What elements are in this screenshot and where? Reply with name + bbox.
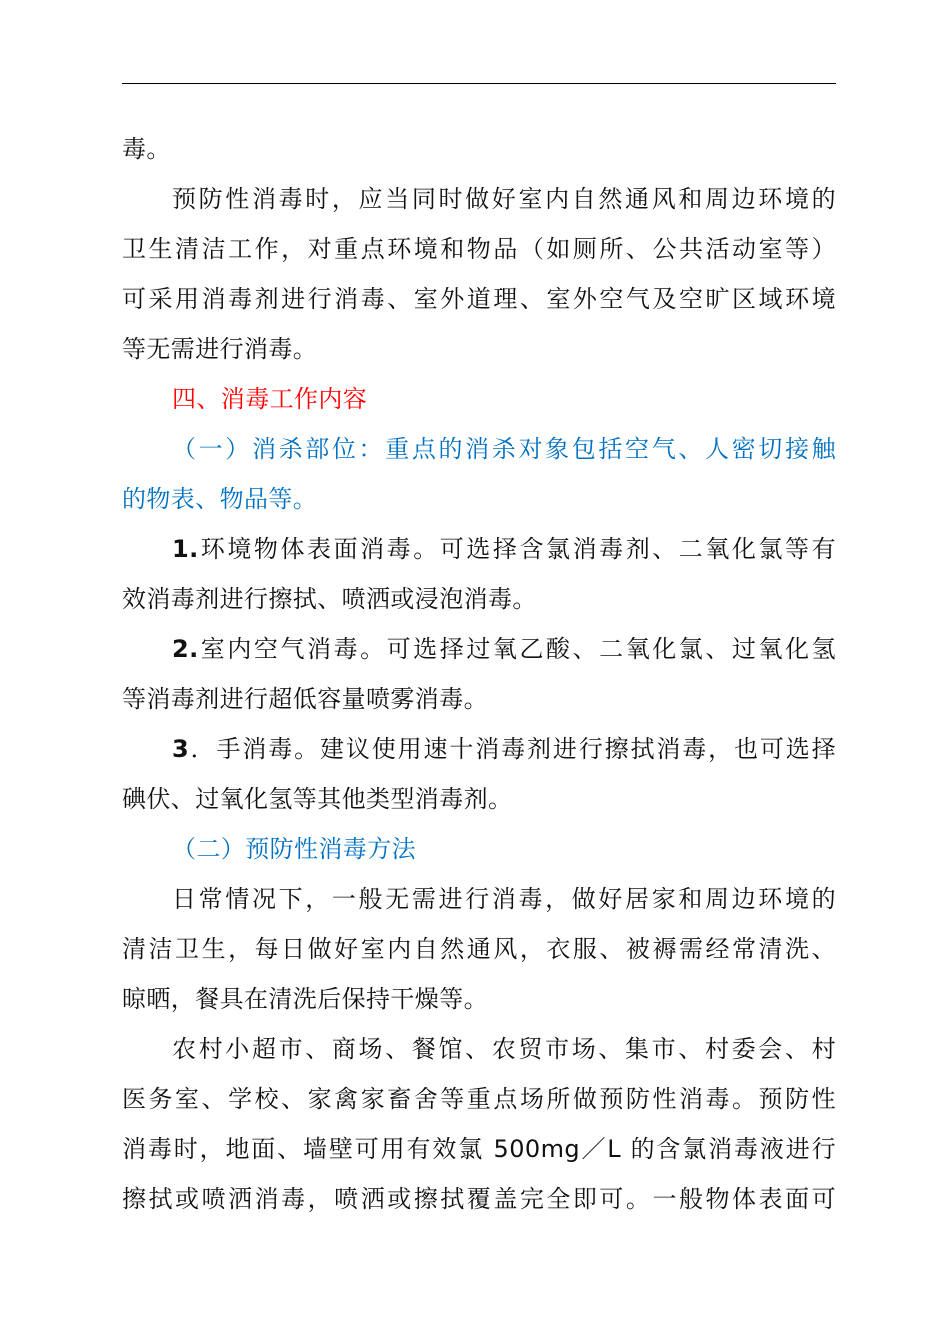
list-number: 1. — [172, 535, 199, 563]
text-line: 擦拭或喷洒消毒，喷洒或擦拭覆盖完全即可。一般物体表面可 — [122, 1185, 836, 1213]
text-line: 等消毒剂进行超低容量喷雾消毒。 — [122, 685, 488, 713]
list-item-1 — [122, 524, 836, 574]
subsection-heading: （二）预防性消毒方法 — [172, 835, 416, 863]
text-line: 医务室、学校、家禽家畜舍等重点场所做预防性消毒。预防性 — [122, 1085, 836, 1113]
text-line: 卫生清洁工作，对重点环境和物品（如厕所、公共活动室等） — [122, 235, 836, 263]
subsection-heading-cont: 的物表、物品等。 — [122, 485, 318, 513]
list-item-2 — [122, 624, 836, 674]
text-line: 可采用消毒剂进行消毒、室外道理、室外空气及空旷区域环境 — [122, 285, 836, 313]
text-line: 毒。 — [122, 135, 171, 163]
list-number: 3 — [172, 735, 190, 763]
text-line: 碘伏、过氧化氢等其他类型消毒剂。 — [122, 785, 513, 813]
header-rule — [122, 83, 836, 84]
paragraph-line: 预防性消毒时，应当同时做好室内自然通风和周边环境的 — [172, 185, 836, 213]
subsection-heading: （一）消杀部位：重点的消杀对象包括空气、人密切接触 — [172, 435, 836, 463]
text-line: 清洁卫生，每日做好室内自然通风，衣服、被褥需经常清洗、 — [122, 935, 836, 963]
list-text: 室内空气消毒。可选择过氧乙酸、二氧化氯、过氧化氢 — [198, 635, 836, 663]
document-body — [122, 124, 836, 1224]
text-line: 晾晒，餐具在清洗后保持干燥等。 — [122, 985, 488, 1013]
list-number: 2. — [172, 635, 199, 663]
paragraph-line: 日常情况下，一般无需进行消毒，做好居家和周边环境的 — [172, 885, 836, 913]
list-text: ．手消毒。建议使用速十消毒剂进行擦拭消毒，也可选择 — [189, 735, 836, 763]
section-heading: 四、消毒工作内容 — [172, 385, 368, 413]
list-item-3 — [122, 724, 836, 774]
list-text: 环境物体表面消毒。可选择含氯消毒剂、二氧化氯等有 — [198, 535, 836, 563]
text-line: 效消毒剂进行擦拭、喷洒或浸泡消毒。 — [122, 585, 537, 613]
text-line: 消毒时，地面、墙壁可用有效氯 500mg／L 的含氯消毒液进行 — [122, 1135, 836, 1163]
paragraph-line: 农村小超市、商场、餐馆、农贸市场、集市、村委会、村 — [172, 1035, 836, 1063]
text-line: 等无需进行消毒。 — [122, 335, 318, 363]
